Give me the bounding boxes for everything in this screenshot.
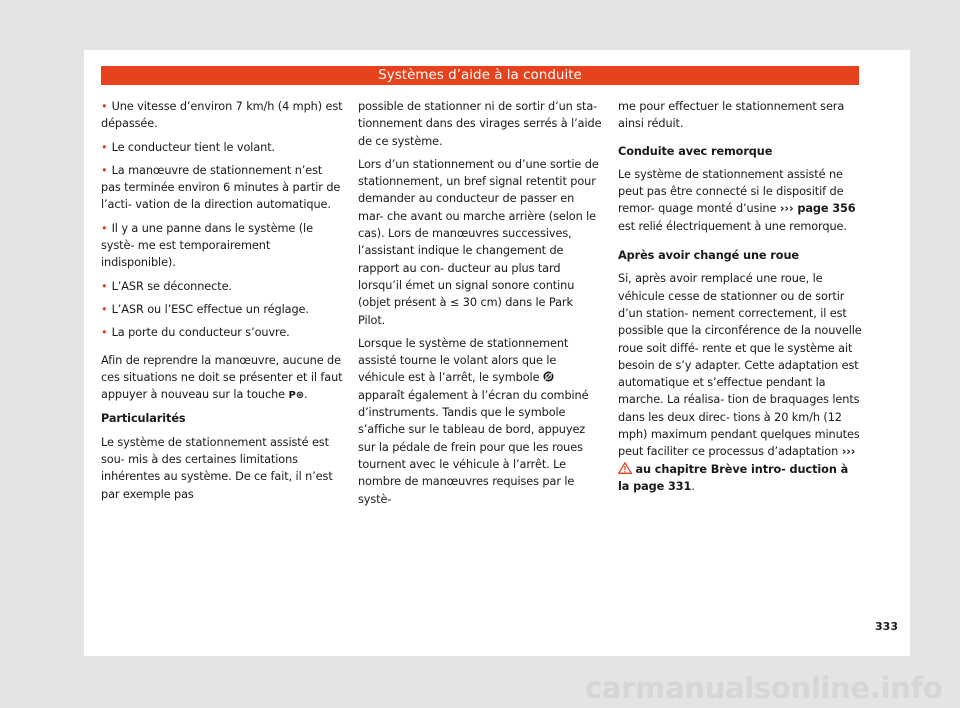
heading-particularites: Particularités [101,412,186,426]
bullet-icon: • [101,163,108,177]
list-item: • La porte du conducteur s’ouvre. [101,326,290,340]
page-link[interactable]: ››› page 356 [779,202,856,216]
steering-wheel-warning-icon [543,371,554,382]
list-item: • Il y a une panne dans le système (le systè- me est temporairement indisponible). [101,221,313,270]
paragraph: me pour effectuer le stationnement sera ainsi réduit. [618,100,845,131]
paragraph-remorque: Le système de stationnement assisté ne peut pas être connecté si le dispositif de remor- quage monté d’usine ››› page 356 est relié électriquement à une remorque. [618,167,856,233]
paragraph-particularites: Le système de stationnement assisté est sou- mis à des certaines limitations inhérentes au système. De ce fait, il n’est par exemple pas [101,435,333,501]
bullet-icon: • [101,279,108,293]
list-item: • L’ASR se déconnecte. [101,279,232,293]
bullet-icon: • [101,326,108,340]
text-column-2 [358,98,602,514]
chapter-link[interactable]: au chapitre Brève intro- duction à la page 331 [618,462,849,493]
link-arrows[interactable]: ››› [841,445,856,459]
heading-remorque: Conduite avec remorque [618,144,773,158]
bullet-icon: • [101,100,108,113]
section-title: Systèmes d’aide à la conduite [378,67,582,83]
paragraph-roue: Si, après avoir remplacé une roue, le véhicule cesse de stationner ou de sortir d’un station- nement correctement, il est possible que la circonférence de la nouvelle roue soit diffé- rente et que le système ait besoin de s’y adapter. Cette adaptation est automatique et s’effectue pendant la marche. La réalisa- tion de braquages lents dans les deux direc- tions à 20 km/h (12 mph) maximum pendant quelques minutes peut faciliter ce processus d’adaptation ››› au chapitre Brève intro- duction à la page 331. [618,272,862,493]
text-column-3 [618,98,862,501]
paragraph-resume: Afin de reprendre la manœuvre, aucune de ces situations ne doit se présenter et il faut appuyer à nouveau sur la touche P⊛. [101,353,343,402]
watermark-logo: carmanualsonline.info [585,671,943,705]
bullet-icon: • [101,221,108,235]
paragraph: Lors d’un stationnement ou d’une sortie de stationnement, un bref signal retentit pour demander au conducteur de passer en mar- che avant ou marche arrière (selon le cas). Lors de manœuvres successives, l’assistant indique le changement de rapport au con- ducteur au plus tard lorsqu’il émet un signal sonore continu (objet présent à ≤ 30 cm) dans le Park Pilot. [358,157,599,327]
heading-roue: Après avoir changé une roue [618,249,799,263]
text-column-1 [101,98,345,509]
bullet-icon: • [101,302,108,316]
list-item: • La manœuvre de stationnement n’est pas terminée environ 6 minutes à partir de l’acti- vation de la direction automatique. [101,163,341,212]
park-assist-key-icon: P⊛ [288,390,305,402]
paragraph: possible de stationner ni de sortir d’un sta- tionnement dans des virages serrés à l’aide de ce système. [358,100,602,148]
bullet-icon: • [101,140,108,154]
section-header [101,66,859,85]
list-item: • Le conducteur tient le volant. [101,140,276,154]
warning-icon [618,462,632,474]
page-number: 333 [875,620,898,633]
paragraph: Lorsque le système de stationnement assisté tourne le volant alors que le véhicule est à l’arrêt, le symbole apparaît également à l’écran du combiné d’instruments. Tandis que le symbole s’affiche sur le tableau de bord, appuyez sur la pédale de frein pour que les roues tournent avec le véhicule à l’arrêt. Le nombre de manœuvres requises par le systè- [358,336,589,506]
list-item: • L’ASR ou l’ESC effectue un réglage. [101,302,309,316]
list-item: • Une vitesse d’environ 7 km/h (4 mph) est dépassée. [101,100,343,131]
